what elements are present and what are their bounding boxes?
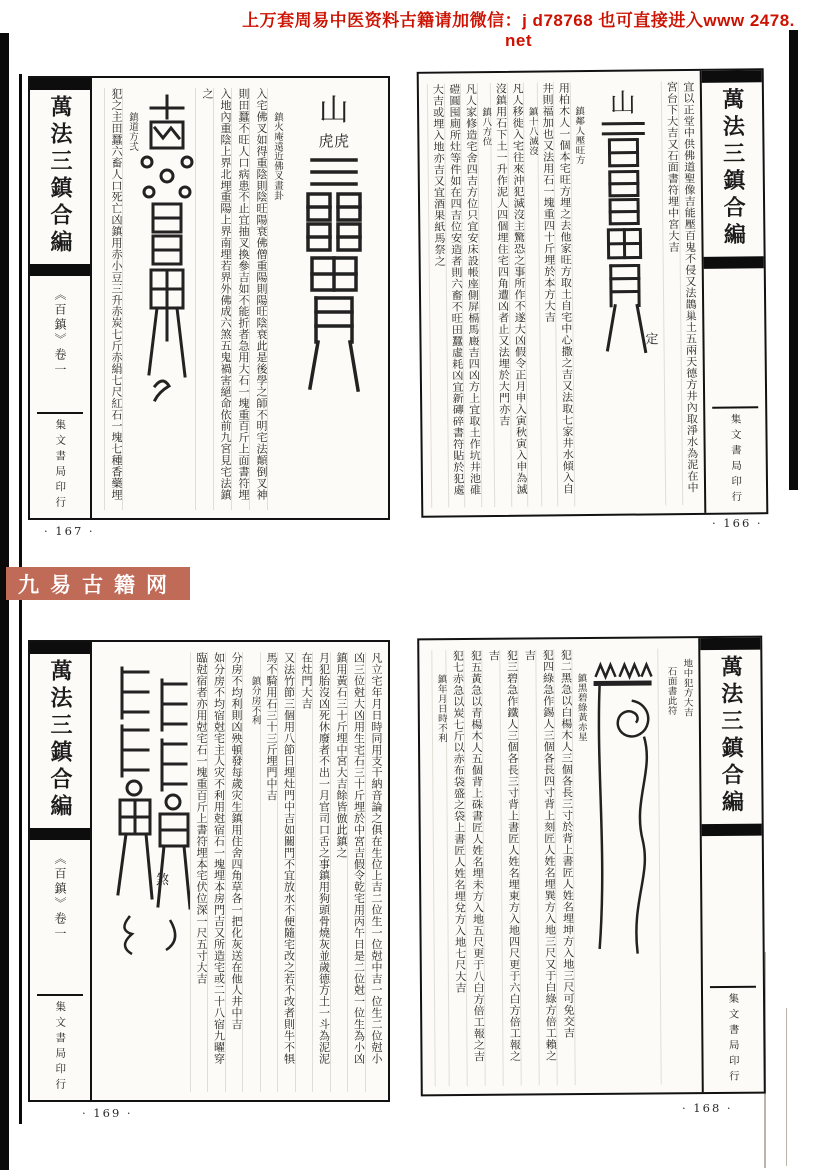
text-column: 大吉或埋入地亦吉又宜酒果紙馬祭之 — [427, 84, 448, 508]
scan-left-bar — [0, 33, 9, 1170]
annotation-note — [665, 648, 695, 1084]
scan-right-bar — [789, 30, 798, 490]
title-strip — [698, 638, 764, 1092]
text-column: 吉 — [517, 649, 538, 1085]
annotation-line: 地中犯方大吉 — [681, 658, 693, 718]
section-header: 鎮年月日時不利 — [431, 650, 448, 1086]
text-column: 宮台下大吉又石面書符埋中宮大吉 — [661, 81, 682, 505]
publisher-label: 集文書局印行 — [54, 419, 67, 512]
text-column: 犯五黃急以青楊木人五個背上硃書匠人姓名埋未方入地五尺更于八白方倍工報之吉 — [463, 650, 484, 1086]
strip-tab — [700, 638, 760, 650]
text-column: 犯二黑急以白楊木人三個各長三寸於背上書匠人姓名埋坤方入地三尺可免交吉 — [553, 649, 574, 1085]
publisher-label: 集文書局印行 — [729, 413, 743, 507]
strip-divider — [710, 986, 757, 988]
talisman-glyph: 山 — [318, 93, 350, 128]
strip-tab — [30, 78, 90, 90]
book-title: 萬法三鎮合編 — [47, 95, 73, 257]
title-strip — [30, 78, 92, 518]
text-column: 入地內重陰上界北埋重陽上界南埋若界外佛成六煞五鬼禍害絕命依前九宮見宅法鎮 — [213, 88, 231, 510]
strip-divider — [712, 406, 759, 408]
section-header: 鎮分房不利 — [242, 652, 260, 1092]
section-header: 鎮黑碧綠黃赤星 — [571, 649, 588, 1085]
text-column: 在灶門大吉 — [295, 652, 313, 1092]
talisman-tiger-mountain-seal-icon — [282, 88, 382, 510]
talisman-chain-seal-icon — [137, 88, 195, 510]
text-column: 鎮用黃石三十斤埋中宮大吉餘皆倣此鎮之 — [330, 652, 348, 1092]
talisman-glyph: 煞 — [155, 873, 169, 888]
strip-divider — [37, 412, 84, 414]
text-column: 又法竹節三個用八節日埋灶門中吉如關門不宜放水不便隨宅改之若不改者則牛不犋 — [277, 652, 295, 1092]
talisman-snake-seal-icon — [585, 648, 660, 1085]
title-strip — [700, 70, 767, 513]
book-title: 萬法三鎮合編 — [47, 659, 73, 821]
section-header: 鎮道方弍 — [122, 88, 137, 510]
page-content — [92, 78, 388, 518]
page-number: · 167 · — [44, 524, 95, 538]
section-header: 鎮鄰人壓旺方 — [569, 82, 587, 506]
text-column: 犯三碧急作鐵人三個各長三寸背上書匠人姓名埋東方入地四尺更于六白方倍工報之 — [499, 650, 520, 1086]
strip-divider — [37, 994, 84, 996]
volume-label: 《百鎮》卷一 — [53, 852, 67, 942]
page-content — [419, 71, 705, 516]
text-column: 沒鎮用石下土一升作泥人四個埋住宅四角遭凶者止又法埋於大門亦吉 — [490, 83, 511, 507]
talisman-glyph: 山 — [609, 88, 637, 119]
text-column: 用柏木人一個本宅旺方埋之去他家旺方取土自宅中心撒之吉又法取七家井水傾入自 — [553, 82, 574, 506]
text-column: 馬不騎用石三十三斤埋門中吉 — [260, 652, 278, 1092]
scan-crease-line — [786, 1008, 787, 1166]
section-header: 鎮火庵遠近佛叉畫卦 — [267, 88, 282, 510]
book-title: 萬法三鎮合編 — [718, 87, 747, 250]
page-169 — [28, 640, 390, 1102]
seller-notice: 上万套周易中医资料古籍请加微信：j d78768 也可直接进入www 2478. net — [242, 11, 795, 50]
text-column: 凡人家修造宅舍四吉方位只宜安床設帳座側屏槅馬廄吉四凶方上宜取土作坑井池碓 — [460, 83, 481, 507]
text-column: 分房不均利則凶殃頓發每歲灾生鎮用住舍四角草各一把化灰送在他人井中吉 — [225, 652, 243, 1092]
page-168 — [417, 636, 766, 1097]
text-column: 凡人移徙入宅往來沖犯滅沒主驚恐之事所作不遂大凶假令正月申入寅秋寅入申為滅 — [506, 83, 527, 507]
talisman-sha-seal-icon — [98, 652, 190, 1092]
text-column: 入宅佛叉如得重陰則陰旺陽衰佛僧重陽則陽旺陰衰此是後學之師不明宅法顛倒叉神 — [249, 88, 267, 510]
talisman-mountain-ding-seal-icon — [583, 81, 665, 506]
text-column: 月犯胎沒凶死休廢者不出一月官司口舌之事鎮用狗頭骨燒灰並歲德方土一斗為泥泥 — [312, 652, 330, 1092]
section-header: 鎮八方位 — [476, 83, 494, 507]
book-title: 萬法三鎮合編 — [717, 654, 745, 818]
talisman-glyph: 虎虎 — [318, 132, 350, 150]
title-strip — [30, 642, 92, 1100]
page-number: · 169 · — [82, 1106, 133, 1120]
annotation-line: 石面書此符 — [665, 666, 677, 716]
page-number: · 166 · — [712, 516, 763, 530]
publisher-label: 集文書局印行 — [54, 1001, 67, 1094]
text-column: 吉 — [481, 650, 502, 1086]
text-column: 如分房不均宿尅宅主人灾不利用尅宿石一塊埋本房門吉又所造宅或二十八宿九曜穿 — [207, 652, 225, 1092]
strip-tab — [30, 264, 90, 276]
page-content — [419, 638, 702, 1094]
text-column: 凡立宅年月日時同用支干納音論之俱在生位上吉二位生一位尅中吉一位生二位尅小 — [365, 652, 383, 1092]
text-column: 宜以正堂中供佛道聖像吉能壓百鬼不侵又法鵲巢土五兩天德方井內取淨水為泥在中 — [677, 81, 698, 505]
section-header: 鎮十八滅沒 — [523, 83, 541, 507]
text-column: 磑圓囤廁所灶等件如在四吉位安造者則六畜不旺田蠶虛耗凶宜新磚碎書符貼於犯處 — [443, 83, 464, 507]
text-column: 犯之主田蠶六畜人口死亡凶鎮用赤小豆三升赤炭七斤赤絹七尺紅石一塊七種香藥埋 — [104, 88, 122, 510]
text-column: 凶三位尅大凶用生宅石三十斤埋於中宮吉假令乾宅用丙午日是二位尅一位生為小凶 — [347, 652, 365, 1092]
page-166 — [417, 68, 769, 518]
site-watermark: 九易古籍网 — [6, 567, 190, 600]
text-column: 犯七赤急以炭七斤以赤布袋盛之袋上書匠人姓名埋兌方入地七尺大吉 — [445, 650, 466, 1086]
strip-tab — [30, 642, 90, 654]
strip-tab — [704, 256, 764, 269]
strip-tab — [702, 824, 762, 836]
publisher-label: 集文書局印行 — [727, 992, 740, 1086]
talisman-glyph: 定 — [645, 332, 660, 348]
strip-tab — [702, 70, 762, 83]
page-167 — [28, 76, 390, 520]
text-column: 則田蠶不旺人口病患不止宜抽叉換參吉如不能折者急用大石一塊重百斤上面書符埋 — [231, 88, 249, 510]
page-number: · 168 · — [682, 1101, 733, 1115]
text-column: 之 — [195, 88, 213, 510]
strip-tab — [30, 828, 90, 840]
text-column: 犯四綠急作錫人三個各長四寸背上刻匠人姓名埋巽方入地三尺又于白綠方倍工賴之 — [535, 649, 556, 1085]
volume-label: 《百鎮》卷一 — [53, 288, 67, 378]
page-content — [92, 642, 388, 1100]
text-column: 井則福加也又法用石一塊重四十斤埋於本方大吉 — [536, 82, 557, 506]
text-column: 臨尅宿者亦用尅宅石一塊重百斤上書符埋本宅伏位深一尺五寸大吉 — [190, 652, 208, 1092]
